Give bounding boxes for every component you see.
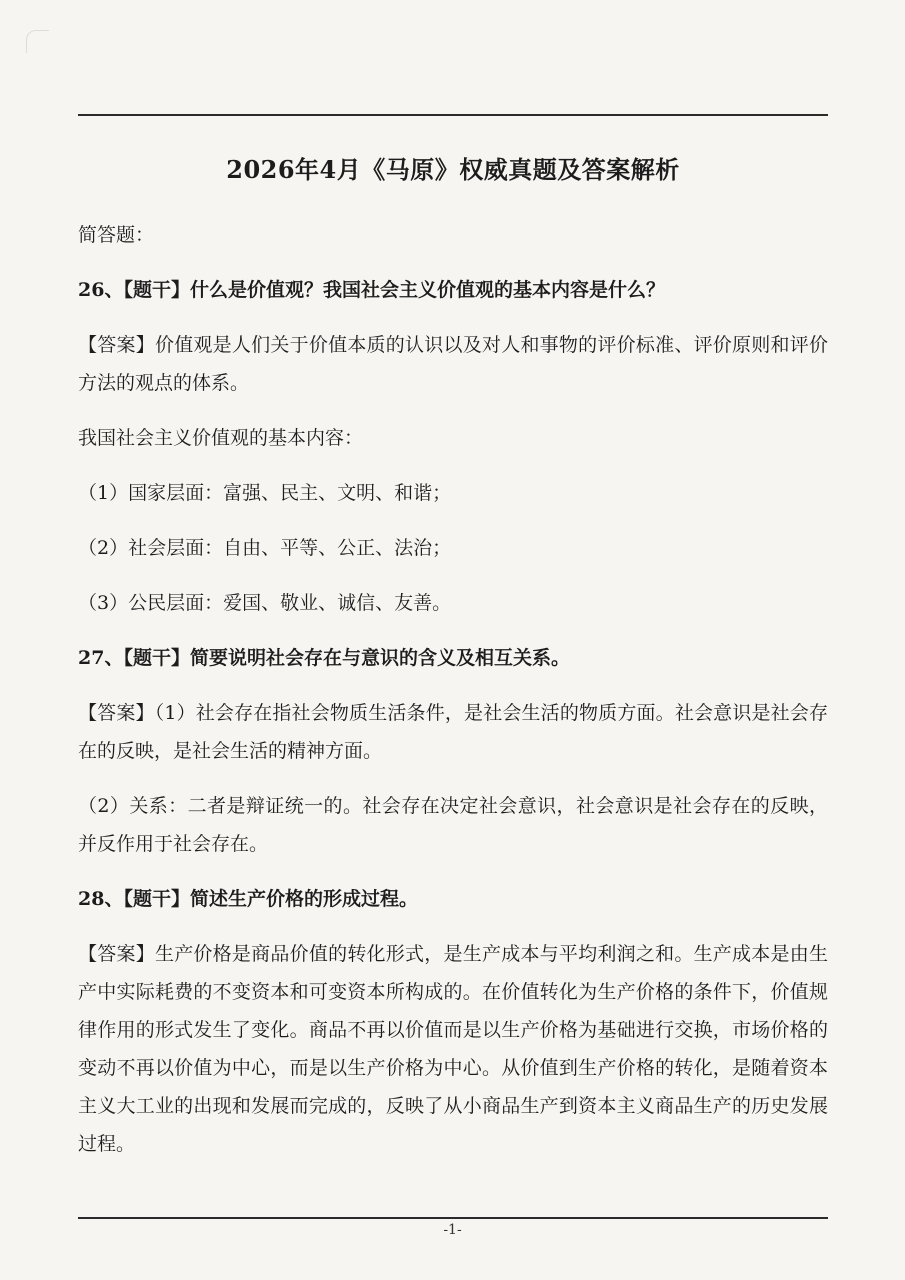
- question-26-item-1: （1）国家层面：富强、民主、文明、和谐；: [78, 482, 452, 504]
- answer-tag: 【答案】: [78, 334, 155, 356]
- question-27-answer-2: （2）关系：二者是辩证统一的。社会存在决定社会意识，社会意识是社会存在的反映，并反作用于社会存在。: [78, 795, 828, 855]
- question-28-stem: 28、【题干】简述生产价格的形成过程。: [78, 888, 418, 910]
- question-26-item-3: （3）公民层面：爱国、敬业、诚信、友善。: [78, 592, 452, 614]
- document-body: [78, 150, 828, 1180]
- answer-tag: 【答案】: [78, 702, 155, 724]
- corner-mark: [26, 30, 49, 53]
- question-27-answer: [78, 694, 828, 770]
- question-27-stem: 27、【题干】简要说明社会存在与意识的含义及相互关系。: [78, 647, 570, 669]
- answer-text: 价值观是人们关于价值本质的认识以及对人和事物的评价标准、评价原则和评价方法的观点的体系。: [78, 334, 828, 394]
- question-26-content-intro: 我国社会主义价值观的基本内容：: [78, 427, 364, 449]
- answer-tag: 【答案】: [78, 943, 155, 965]
- question-26-item-2: （2）社会层面：自由、平等、公正、法治；: [78, 537, 452, 559]
- page-number: -1-: [443, 1222, 462, 1238]
- footer-rule: [78, 1217, 828, 1219]
- page-title: 2026年4月《马原》权威真题及答案解析: [226, 155, 680, 184]
- question-26-stem: 26、【题干】什么是价值观？我国社会主义价值观的基本内容是什么？: [78, 279, 665, 301]
- answer-text: 生产价格是商品价值的转化形式，是生产成本与平均利润之和。生产成本是由生产中实际耗费的不变资本和可变资本所构成的。在价值转化为生产价格的条件下，价值规律作用的形式发生了变化。商品不再以价值而是以生产价格为基础进行交换，市场价格的变动不再以价值为中心，而是以生产价格为中心。从价值到生产价格的转化，是随着资本主义大工业的出现和发展而完成的，反映了从小商品生产到资本主义商品生产的历史发展过程。: [78, 943, 828, 1155]
- section-heading: 简答题：: [78, 224, 155, 246]
- question-26-answer: [78, 326, 828, 402]
- answer-text: （1）社会存在指社会物质生活条件，是社会生活的物质方面。社会意识是社会存在的反映，是社会生活的精神方面。: [78, 702, 828, 762]
- question-28-answer: [78, 935, 828, 1163]
- header-rule: [78, 114, 828, 116]
